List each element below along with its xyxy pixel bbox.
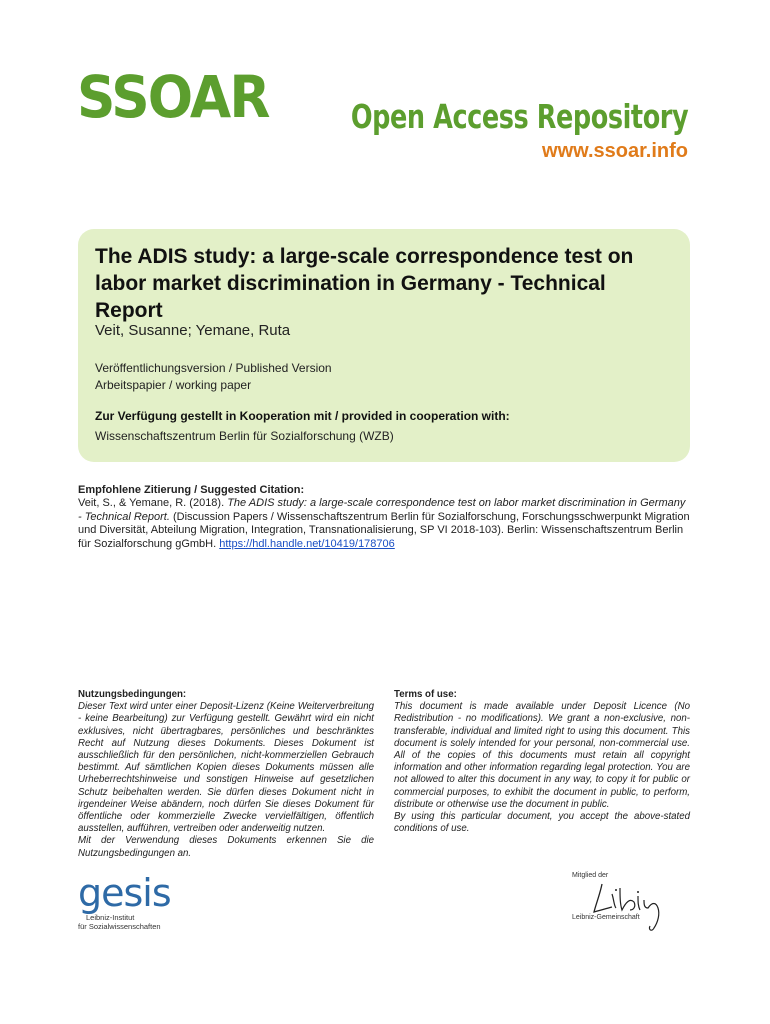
terms-de-acceptance: Mit der Verwendung dieses Dokuments erkennen Sie die Nutzungsbedingungen an. xyxy=(78,835,374,859)
cooperation-label: Zur Verfügung gestellt in Kooperation mit / provided in cooperation with: xyxy=(95,409,510,423)
terms-en-acceptance: By using this particular document, you accept the above-stated conditions of use. xyxy=(394,811,690,835)
working-paper-line: Arbeitspapier / working paper xyxy=(95,378,252,392)
document-version xyxy=(95,360,332,394)
citation-prefix: Veit, S., & Yemane, R. (2018). xyxy=(78,497,228,510)
terms-en-label: Terms of use: xyxy=(394,689,457,700)
ssoar-logo xyxy=(77,62,269,132)
repository-url-link[interactable]: www.ssoar.info xyxy=(542,140,688,162)
document-title: The ADIS study: a large-scale correspondence test on labor market discrimination in Germany - Technical Report xyxy=(95,245,634,322)
leibniz-logo xyxy=(572,872,672,936)
gesis-logo xyxy=(78,871,178,934)
published-version-line: Veröffentlichungsversion / Published Version xyxy=(95,361,332,375)
repository-title: Open Access Repository xyxy=(350,97,688,136)
document-authors: Veit, Susanne; Yemane, Ruta xyxy=(95,322,291,339)
gesis-logo-word: gesis xyxy=(78,871,171,915)
gesis-logo-subtitle: Leibniz-Institut für Sozialwissenschaften xyxy=(78,913,161,931)
leibniz-signature-icon xyxy=(572,872,672,936)
terms-of-use-german xyxy=(78,689,374,860)
terms-en-body: This document is made available under Deposit Licence (No Redistribution - no modifications). We grant a non-exclusive, non-transferable, individual and limited right to using this document. This document is solely intended for your personal, non-commercial use. All of the copies of this documents must retain all copyright information and other information regarding legal protection. You are not allowed to alter this document in any way, to copy it for public or commercial purposes, to exhibit the document in public, to perform, distribute or otherwise use the document in public. xyxy=(394,701,690,810)
citation-details: (Discussion Papers / Wissenschaftszentrum Berlin für Sozialforschung, Forschungsschwerpunkt Migration und Diversität, Abteilung Migration, Integration, Transnationalisierung, SP VI 2018-103). Berlin: Wissenschaftszentrum Berlin für Sozialforschung gGmbH. xyxy=(78,510,690,550)
terms-of-use-english xyxy=(394,689,690,835)
terms-de-body: Dieser Text wird unter einer Deposit-Lizenz (Keine Weiterverbreitung - keine Bearbeitung) zur Verfügung gestellt. Gewährt wird ein nicht exklusives, nicht übertragbares, persönliches und beschränktes Recht auf Nutzung dieses Dokuments. Dieses Dokument ist ausschließlich für den persönlichen, nicht-kommerziellen Gebrauch bestimmt. Auf sämtlichen Kopien dieses Dokuments müssen alle Urheberrechtshinweise und sonstigen Hinweise auf gesetzlichen Schutz beibehalten werden. Sie dürfen dieses Dokument nicht in irgendeiner Weise abändern, noch dürfen Sie dieses Dokument für öffentliche oder kommerzielle Zwecke vervielfältigen, öffentlich ausstellen, aufführen, vertreiben oder anderweitig nutzen. xyxy=(78,701,374,835)
terms-de-label: Nutzungsbedingungen: xyxy=(78,689,187,700)
suggested-citation xyxy=(78,484,690,551)
citation-handle-link[interactable]: https://hdl.handle.net/10419/178706 xyxy=(219,537,395,550)
cooperation-institution: Wissenschaftszentrum Berlin für Sozialforschung (WZB) xyxy=(95,429,394,443)
ssoar-logo-text: SSOAR xyxy=(77,63,269,131)
citation-title: The ADIS study: a large-scale correspondence test on labor market discrimination in Germany - Technical Report. xyxy=(78,497,686,523)
leibniz-community-label: Leibniz-Gemeinschaft xyxy=(572,914,640,921)
leibniz-member-label: Mitglied der xyxy=(572,872,609,879)
citation-label: Empfohlene Zitierung / Suggested Citation: xyxy=(78,484,305,496)
